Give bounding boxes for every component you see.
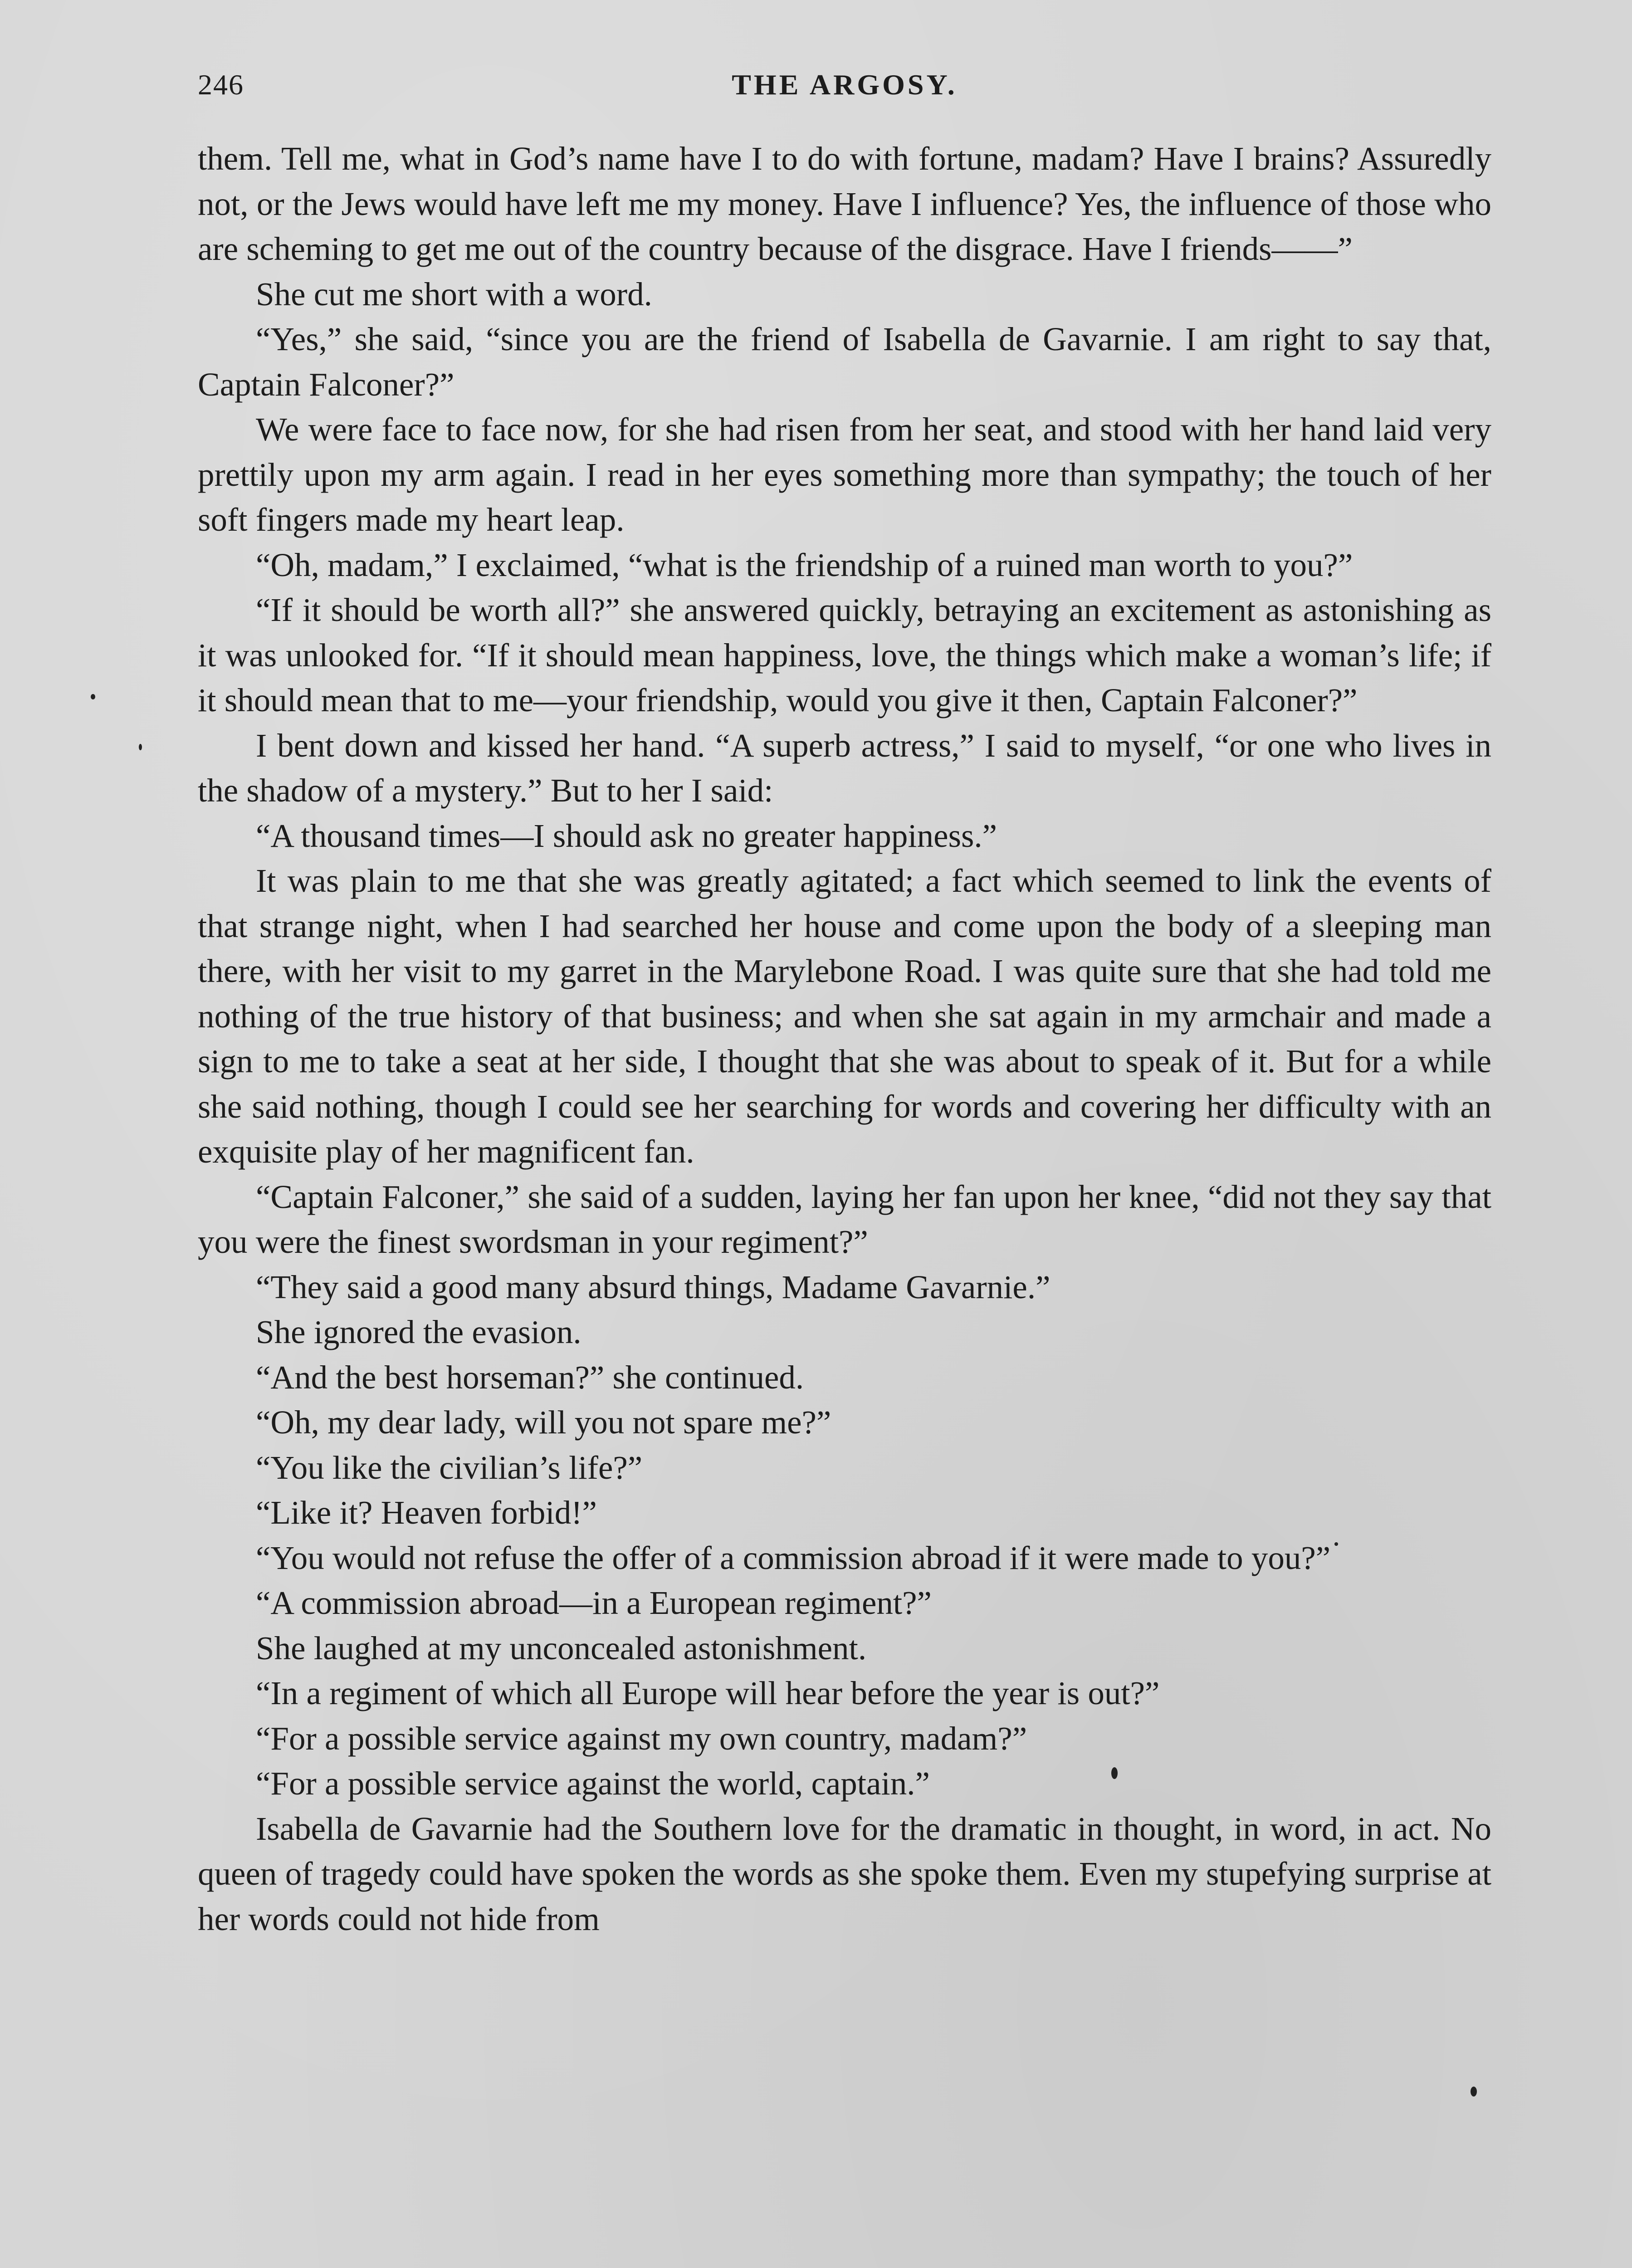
paragraph: “Oh, my dear lady, will you not spare me?” (256, 1404, 831, 1441)
paragraph: “You would not refuse the offer of a commission abroad if it were made to you?” (256, 1539, 1331, 1576)
ink-speck (1334, 1542, 1338, 1546)
paragraph: I bent down and kissed her hand. “A superb actress,” I said to myself, “or one who lives in the shadow of a mystery.” But to her I said: (198, 727, 1491, 809)
running-title: THE ARGOSY. (732, 68, 958, 101)
paragraph: “And the best horseman?” she continued. (256, 1359, 804, 1396)
paragraph: “Oh, madam,” I exclaimed, “what is the friendship of a ruined man worth to you?” (256, 546, 1353, 583)
paragraph: “Yes,” she said, “since you are the friend of Isabella de Gavarnie. I am right to say that, Captain Falconer?” (198, 321, 1491, 403)
paragraph: “They said a good many absurd things, Madame Gavarnie.” (256, 1268, 1051, 1305)
paragraph: “Captain Falconer,” she said of a sudden, laying her fan upon her knee, “did not they say that you were the finest swordsman in your regiment?” (198, 1178, 1491, 1260)
paragraph: “For a possible service against my own country, madam?” (256, 1720, 1027, 1757)
paragraph: “A thousand times—I should ask no greater happiness.” (256, 817, 997, 854)
paragraph: “Like it? Heaven forbid!” (256, 1494, 597, 1531)
ink-speck (1471, 2087, 1477, 2097)
page-number: 246 (198, 68, 244, 101)
page-header (198, 68, 1491, 109)
paragraph: “If it should be worth all?” she answered quickly, betraying an excitement as astonishing as it was unlooked for. “If it should mean happiness, love, the things which make a woman’s life; if it should mean that to me—your friendship, would you give it then, Captain Falconer?” (198, 591, 1491, 719)
paragraph: “You like the civilian’s life?” (256, 1449, 643, 1486)
ink-speck (91, 694, 95, 699)
paragraph: She laughed at my unconcealed astonishment. (256, 1629, 867, 1667)
paragraph: “A commission abroad—in a European regiment?” (256, 1584, 932, 1621)
ink-speck (1111, 1767, 1118, 1779)
paragraph: We were face to face now, for she had risen from her seat, and stood with her hand laid very prettily upon my arm again. I read in her eyes something more than sympathy; the touch of her soft fingers made my heart leap. (198, 411, 1491, 538)
paragraph: It was plain to me that she was greatly agitated; a fact which seemed to link the events of that strange night, when I had searched her house and come upon the body of a sleeping man there, with her visit to my garret in the Marylebone Road. I was quite sure that she had told me nothing of the true history of that business; and when she sat again in my armchair and made a sign to me to take a seat at her side, I thought that she was about to speak of it. But for a while she said nothing, though I could see her searching for words and covering her difficulty with an exquisite play of her magnificent fan. (198, 862, 1491, 1170)
paragraph: She ignored the evasion. (256, 1314, 581, 1350)
paragraph: Isabella de Gavarnie had the Southern love for the dramatic in thought, in word, in act. No queen of tragedy could have spoken the words as she spoke them. Even my stupefying surprise at her words could not hide from (198, 1810, 1491, 1937)
paragraph: “For a possible service against the world, captain.” (256, 1765, 930, 1802)
body-text (198, 136, 1491, 1941)
paragraph: them. Tell me, what in God’s name have I to do with fortune, madam? Have I brains? Assuredly not, or the Jews would have left me my money. Have I influence? Yes, the influence of those who are scheming to get me out of the country because of the disgrace. Have I friends——” (198, 140, 1491, 267)
paragraph: She cut me short with a word. (256, 275, 652, 313)
ink-speck (139, 744, 142, 750)
paragraph: “In a regiment of which all Europe will hear before the year is out?” (256, 1675, 1160, 1711)
